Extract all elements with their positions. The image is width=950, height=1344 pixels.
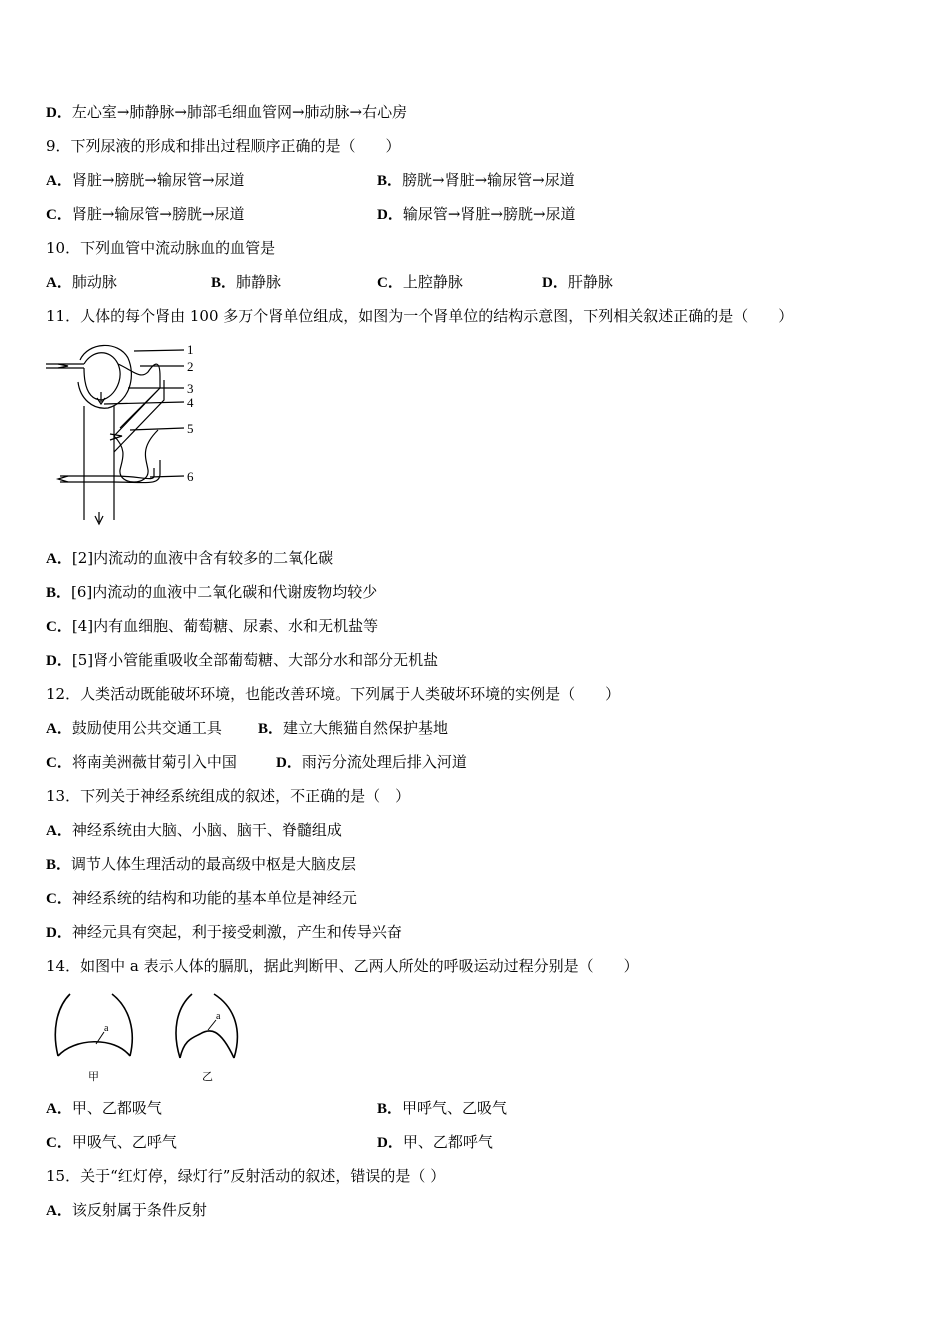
q11-option-c (46, 616, 378, 637)
option-label: B． (377, 1101, 403, 1117)
collecting-duct (84, 406, 114, 520)
option-label: A． (46, 823, 72, 839)
option-label: D． (377, 1135, 403, 1151)
label-2: 2 (187, 359, 194, 374)
q14-option-b (377, 1098, 507, 1119)
caption-jia: 甲 (88, 1071, 99, 1083)
diaphragm-yi (180, 1031, 234, 1058)
option-label: D． (46, 105, 72, 121)
option-text: 该反射属于条件反射 (71, 1201, 207, 1219)
q13-option-b (46, 854, 356, 875)
option-label: C． (46, 891, 72, 907)
option-label: A． (46, 1101, 72, 1117)
option-text: 鼓励使用公共交通工具 (71, 719, 222, 737)
marker-a-jia: a (104, 1023, 109, 1034)
label-line-5 (130, 428, 184, 430)
q10-option-d (542, 272, 613, 293)
option-label: D． (46, 925, 72, 941)
option-text: [6]内流动的血液中二氧化碳和代谢废物均较少 (71, 583, 378, 601)
diaphragm-diagram (50, 988, 250, 1084)
option-text: 输尿管→肾脏→膀胱→尿道 (402, 205, 576, 223)
q11-stem: 11．人体的每个肾由 100 多万个肾单位组成，如图为一个肾单位的结构示意图，下列相关叙述正确的是（ ） (46, 307, 794, 325)
q11-option-b (46, 582, 377, 603)
option-text: 膀胱→肾脏→输尿管→尿道 (402, 171, 575, 189)
option-label: C． (46, 207, 72, 223)
option-label: A． (46, 1203, 72, 1219)
q11-option-d (46, 650, 438, 671)
option-label: A． (46, 173, 72, 189)
option-label: A． (46, 275, 72, 291)
option-text: 肾脏→输尿管→膀胱→尿道 (71, 205, 245, 223)
label-5: 5 (187, 421, 194, 436)
q13-option-d (46, 922, 402, 943)
q15-option-a (46, 1200, 207, 1221)
q8-option-d (46, 102, 407, 123)
option-label: B． (46, 585, 72, 601)
q14-option-a (46, 1098, 162, 1119)
marker-a-yi: a (216, 1011, 221, 1022)
label-4: 4 (187, 395, 194, 410)
option-text: 甲、乙都呼气 (402, 1133, 493, 1151)
option-text: 甲、乙都吸气 (71, 1099, 162, 1117)
option-text: 神经元具有突起，利于接受刺激，产生和传导兴奋 (71, 923, 402, 941)
option-label: B． (377, 173, 403, 189)
q10-stem: 10．下列血管中流动脉血的血管是 (46, 239, 276, 257)
option-label: D． (377, 207, 403, 223)
efferent-vessel (118, 364, 160, 428)
option-label: C． (46, 619, 72, 635)
proximal-tubule (114, 380, 164, 452)
option-text: 调节人体生理活动的最高级中枢是大脑皮层 (71, 855, 357, 873)
q14-option-d (377, 1132, 493, 1153)
q13-stem: 13．下列关于神经系统组成的叙述，不正确的是（ ） (46, 787, 411, 805)
option-label: D． (276, 755, 302, 771)
option-text: 建立大熊猫自然保护基地 (283, 719, 449, 737)
q14-option-c (46, 1132, 177, 1153)
q9-option-b (377, 170, 575, 191)
q13-option-c (46, 888, 357, 909)
q9-option-c (46, 204, 245, 225)
option-text: [4]内有血细胞、葡萄糖、尿素、水和无机盐等 (71, 617, 379, 635)
q13-option-a (46, 820, 342, 841)
option-label: B． (258, 721, 284, 737)
option-label: D． (46, 653, 72, 669)
option-text: 肺静脉 (236, 273, 282, 291)
q9-option-a (46, 170, 245, 191)
q12-option-b (258, 718, 448, 739)
label-6: 6 (187, 469, 194, 484)
option-label: C． (377, 275, 403, 291)
option-label: C． (46, 755, 72, 771)
glomerulus (84, 353, 120, 400)
q11-option-a (46, 548, 333, 569)
option-label: A． (46, 721, 72, 737)
q12-option-a (46, 718, 222, 739)
q10-option-a (46, 272, 117, 293)
q10-option-c (377, 272, 463, 293)
caption-yi: 乙 (202, 1071, 213, 1083)
chest-right-wall-jia (112, 994, 132, 1056)
option-text: 神经系统由大脑、小脑、脑干、脊髓组成 (71, 821, 342, 839)
chest-right-wall-yi (214, 994, 237, 1058)
option-text: 雨污分流处理后排入河道 (301, 753, 467, 771)
label-3: 3 (187, 381, 194, 396)
option-text: 肾脏→膀胱→输尿管→尿道 (71, 171, 245, 189)
q9-stem: 9．下列尿液的形成和排出过程顺序正确的是（ ） (46, 137, 401, 155)
option-text: 神经系统的结构和功能的基本单位是神经元 (71, 889, 357, 907)
option-text: 上腔静脉 (402, 273, 463, 291)
option-text: [2]内流动的血液中含有较多的二氧化碳 (71, 549, 334, 567)
label-line-1 (134, 350, 184, 351)
option-text: 左心室→肺静脉→肺部毛细血管网→肺动脉→右心房 (71, 103, 408, 121)
option-label: B． (211, 275, 237, 291)
chest-left-wall-jia (55, 994, 70, 1056)
q10-option-b (211, 272, 281, 293)
q12-stem: 12．人类活动既能破坏环境，也能改善环境。下列属于人类破坏环境的实例是（ ） (46, 685, 621, 703)
label-1: 1 (187, 342, 194, 357)
diaphragm-jia (58, 1042, 130, 1056)
option-label: A． (46, 551, 72, 567)
option-text: [5]肾小管能重吸收全部葡萄糖、大部分水和部分无机盐 (71, 651, 439, 669)
q14-stem: 14．如图中 a 表示人体的膈肌，据此判断甲、乙两人所处的呼吸运动过程分别是（ ） (46, 957, 639, 975)
q15-stem: 15．关于“红灯停，绿灯行”反射活动的叙述，错误的是（ ） (46, 1167, 446, 1185)
q12-option-c (46, 752, 237, 773)
option-text: 甲呼气、乙吸气 (402, 1099, 508, 1117)
peritubular-capillary (60, 468, 154, 479)
label-line-6 (150, 476, 184, 477)
option-text: 肺动脉 (71, 273, 117, 291)
q12-option-d (276, 752, 467, 773)
option-label: B． (46, 857, 72, 873)
option-label: C． (46, 1135, 72, 1151)
q9-option-d (377, 204, 576, 225)
option-text: 甲吸气、乙呼气 (71, 1133, 177, 1151)
nephron-diagram (44, 340, 214, 530)
option-text: 将南美洲薇甘菊引入中国 (71, 753, 237, 771)
option-label: D． (542, 275, 568, 291)
option-text: 肝静脉 (567, 273, 613, 291)
renal-tubule-loop (114, 430, 158, 482)
